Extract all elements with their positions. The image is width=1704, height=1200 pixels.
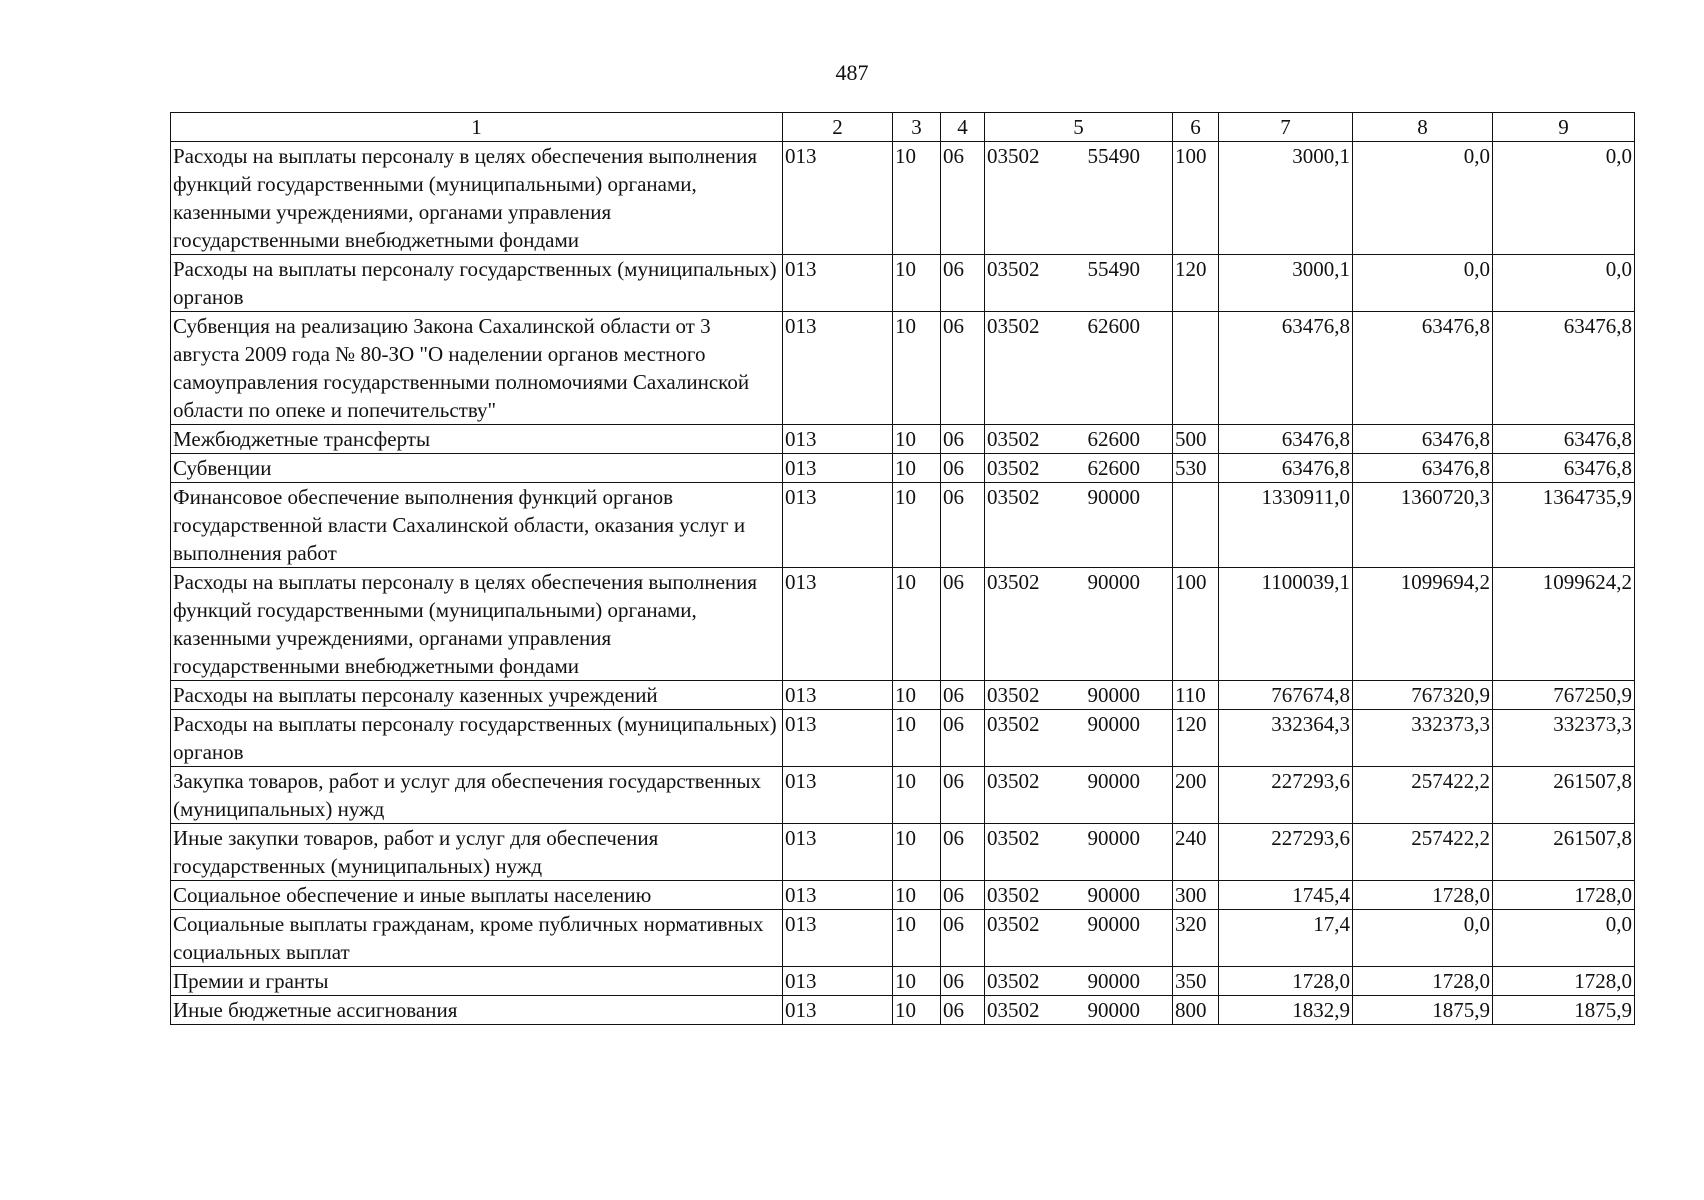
- table-row: [171, 824, 1635, 881]
- row-col-2-cell: 013: [783, 767, 893, 824]
- budget-table: [170, 112, 1635, 1025]
- row-col-5-cell: [985, 312, 1173, 425]
- row-col-6-cell: 200: [1173, 767, 1219, 824]
- row-name-cell: Закупка товаров, работ и услуг для обеспечения государственных (муниципальных) нужд: [171, 767, 783, 824]
- table-row: [171, 255, 1635, 312]
- program-code: 03502: [987, 998, 1040, 1022]
- row-col-2-cell: 013: [783, 568, 893, 681]
- row-col-7-cell: 227293,6: [1219, 767, 1353, 824]
- row-col-8-cell: 0,0: [1353, 910, 1493, 967]
- row-col-5-cell: [985, 454, 1173, 483]
- row-col-3-cell: 10: [893, 910, 941, 967]
- row-name-cell: Расходы на выплаты персоналу в целях обеспечения выполнения функций государственными (муниципальными) органами, казенными учреждениями, органами управления государственными внебюджетными фондами: [171, 142, 783, 255]
- row-col-3-cell: 10: [893, 996, 941, 1025]
- row-col-4-cell: 06: [941, 568, 985, 681]
- row-col-4-cell: 06: [941, 454, 985, 483]
- row-name-cell: Иные закупки товаров, работ и услуг для обеспечения государственных (муниципальных) нужд: [171, 824, 783, 881]
- program-code: 03502: [987, 826, 1040, 850]
- row-col-8-cell: 767320,9: [1353, 681, 1493, 710]
- direction-code: 90000: [1087, 485, 1140, 509]
- row-col-5-cell: [985, 881, 1173, 910]
- row-col-3-cell: 10: [893, 312, 941, 425]
- direction-code: 90000: [1087, 712, 1140, 736]
- table-row: [171, 568, 1635, 681]
- header-col-3: 3: [893, 113, 941, 142]
- direction-code: 90000: [1087, 570, 1140, 594]
- row-col-8-cell: 1360720,3: [1353, 483, 1493, 568]
- header-col-8: 8: [1353, 113, 1493, 142]
- row-col-6-cell: 320: [1173, 910, 1219, 967]
- program-code: 03502: [987, 969, 1040, 993]
- row-col-8-cell: 332373,3: [1353, 710, 1493, 767]
- row-col-4-cell: 06: [941, 967, 985, 996]
- row-col-3-cell: 10: [893, 255, 941, 312]
- row-col-7-cell: 63476,8: [1219, 312, 1353, 425]
- program-code: 03502: [987, 485, 1040, 509]
- row-name-cell: Субвенции: [171, 454, 783, 483]
- row-col-9-cell: 332373,3: [1493, 710, 1635, 767]
- row-col-6-cell: 350: [1173, 967, 1219, 996]
- row-col-9-cell: 0,0: [1493, 142, 1635, 255]
- table-row: [171, 425, 1635, 454]
- program-code: 03502: [987, 683, 1040, 707]
- row-col-5-cell: [985, 568, 1173, 681]
- row-col-8-cell: 1728,0: [1353, 881, 1493, 910]
- header-col-1: 1: [171, 113, 783, 142]
- table-row: [171, 967, 1635, 996]
- program-code: 03502: [987, 456, 1040, 480]
- row-col-9-cell: 0,0: [1493, 910, 1635, 967]
- row-col-5-cell: [985, 767, 1173, 824]
- row-name-cell: Иные бюджетные ассигнования: [171, 996, 783, 1025]
- row-col-3-cell: 10: [893, 767, 941, 824]
- row-col-5-cell: [985, 425, 1173, 454]
- table-row: [171, 681, 1635, 710]
- row-col-8-cell: 1099694,2: [1353, 568, 1493, 681]
- row-col-8-cell: 1728,0: [1353, 967, 1493, 996]
- direction-code: 90000: [1087, 969, 1140, 993]
- row-col-2-cell: 013: [783, 454, 893, 483]
- row-col-6-cell: 120: [1173, 255, 1219, 312]
- row-col-9-cell: 1728,0: [1493, 881, 1635, 910]
- row-col-5-cell: [985, 824, 1173, 881]
- row-col-4-cell: 06: [941, 681, 985, 710]
- row-col-8-cell: 63476,8: [1353, 312, 1493, 425]
- row-col-8-cell: 63476,8: [1353, 454, 1493, 483]
- direction-code: 90000: [1087, 826, 1140, 850]
- row-col-3-cell: 10: [893, 681, 941, 710]
- row-col-4-cell: 06: [941, 312, 985, 425]
- table-row: [171, 881, 1635, 910]
- row-col-7-cell: 63476,8: [1219, 454, 1353, 483]
- direction-code: 90000: [1087, 769, 1140, 793]
- row-col-7-cell: 332364,3: [1219, 710, 1353, 767]
- table-row: [171, 710, 1635, 767]
- row-col-2-cell: 013: [783, 483, 893, 568]
- row-col-4-cell: 06: [941, 142, 985, 255]
- table-row: [171, 996, 1635, 1025]
- header-col-6: 6: [1173, 113, 1219, 142]
- row-col-6-cell: 800: [1173, 996, 1219, 1025]
- row-col-5-cell: [985, 996, 1173, 1025]
- row-col-4-cell: 06: [941, 910, 985, 967]
- row-col-4-cell: 06: [941, 824, 985, 881]
- row-col-2-cell: 013: [783, 425, 893, 454]
- row-col-4-cell: 06: [941, 710, 985, 767]
- row-col-4-cell: 06: [941, 996, 985, 1025]
- row-col-2-cell: 013: [783, 910, 893, 967]
- direction-code: 90000: [1087, 683, 1140, 707]
- header-col-2: 2: [783, 113, 893, 142]
- table-body: [171, 142, 1635, 1025]
- row-col-2-cell: 013: [783, 824, 893, 881]
- row-col-9-cell: 0,0: [1493, 255, 1635, 312]
- row-name-cell: Межбюджетные трансферты: [171, 425, 783, 454]
- row-col-6-cell: [1173, 483, 1219, 568]
- row-col-8-cell: 257422,2: [1353, 767, 1493, 824]
- program-code: 03502: [987, 427, 1040, 451]
- header-col-5: 5: [985, 113, 1173, 142]
- program-code: 03502: [987, 883, 1040, 907]
- row-col-7-cell: 1330911,0: [1219, 483, 1353, 568]
- direction-code: 55490: [1087, 144, 1140, 168]
- row-col-8-cell: 1875,9: [1353, 996, 1493, 1025]
- table-row: [171, 483, 1635, 568]
- row-col-2-cell: 013: [783, 996, 893, 1025]
- row-col-7-cell: 767674,8: [1219, 681, 1353, 710]
- row-col-6-cell: 100: [1173, 142, 1219, 255]
- row-col-2-cell: 013: [783, 967, 893, 996]
- row-col-7-cell: 1745,4: [1219, 881, 1353, 910]
- row-col-2-cell: 013: [783, 710, 893, 767]
- row-col-4-cell: 06: [941, 483, 985, 568]
- row-col-2-cell: 013: [783, 255, 893, 312]
- row-col-7-cell: 227293,6: [1219, 824, 1353, 881]
- header-col-4: 4: [941, 113, 985, 142]
- header-row: [171, 113, 1635, 142]
- row-name-cell: Финансовое обеспечение выполнения функций органов государственной власти Сахалинской области, оказания услуг и выполнения работ: [171, 483, 783, 568]
- row-col-4-cell: 06: [941, 767, 985, 824]
- row-col-9-cell: 1099624,2: [1493, 568, 1635, 681]
- row-col-2-cell: 013: [783, 312, 893, 425]
- direction-code: 62600: [1087, 314, 1140, 338]
- row-col-5-cell: [985, 910, 1173, 967]
- table-row: [171, 454, 1635, 483]
- program-code: 03502: [987, 912, 1040, 936]
- row-col-9-cell: 261507,8: [1493, 767, 1635, 824]
- row-name-cell: Расходы на выплаты персоналу государственных (муниципальных) органов: [171, 710, 783, 767]
- direction-code: 90000: [1087, 998, 1140, 1022]
- row-col-6-cell: 240: [1173, 824, 1219, 881]
- row-col-4-cell: 06: [941, 425, 985, 454]
- row-col-5-cell: [985, 967, 1173, 996]
- header-col-9: 9: [1493, 113, 1635, 142]
- row-col-9-cell: 1364735,9: [1493, 483, 1635, 568]
- header-col-7: 7: [1219, 113, 1353, 142]
- row-col-6-cell: 500: [1173, 425, 1219, 454]
- program-code: 03502: [987, 712, 1040, 736]
- table-row: [171, 910, 1635, 967]
- direction-code: 62600: [1087, 427, 1140, 451]
- row-col-4-cell: 06: [941, 255, 985, 312]
- row-col-3-cell: 10: [893, 142, 941, 255]
- row-col-5-cell: [985, 710, 1173, 767]
- row-col-7-cell: 1832,9: [1219, 996, 1353, 1025]
- row-col-4-cell: 06: [941, 881, 985, 910]
- table-row: [171, 767, 1635, 824]
- row-col-5-cell: [985, 255, 1173, 312]
- row-col-3-cell: 10: [893, 881, 941, 910]
- table-row: [171, 312, 1635, 425]
- row-col-3-cell: 10: [893, 710, 941, 767]
- row-name-cell: Расходы на выплаты персоналу государственных (муниципальных) органов: [171, 255, 783, 312]
- table-row: [171, 142, 1635, 255]
- row-col-6-cell: 100: [1173, 568, 1219, 681]
- row-col-9-cell: 1728,0: [1493, 967, 1635, 996]
- direction-code: 55490: [1087, 257, 1140, 281]
- row-col-9-cell: 1875,9: [1493, 996, 1635, 1025]
- row-col-7-cell: 1728,0: [1219, 967, 1353, 996]
- row-col-7-cell: 17,4: [1219, 910, 1353, 967]
- page-number: 487: [835, 60, 869, 85]
- row-col-3-cell: 10: [893, 425, 941, 454]
- row-col-9-cell: 63476,8: [1493, 425, 1635, 454]
- program-code: 03502: [987, 570, 1040, 594]
- row-col-9-cell: 63476,8: [1493, 312, 1635, 425]
- direction-code: 62600: [1087, 456, 1140, 480]
- row-col-9-cell: 261507,8: [1493, 824, 1635, 881]
- row-col-7-cell: 63476,8: [1219, 425, 1353, 454]
- program-code: 03502: [987, 144, 1040, 168]
- row-col-3-cell: 10: [893, 568, 941, 681]
- row-col-3-cell: 10: [893, 483, 941, 568]
- row-col-5-cell: [985, 483, 1173, 568]
- program-code: 03502: [987, 314, 1040, 338]
- row-col-8-cell: 63476,8: [1353, 425, 1493, 454]
- row-col-6-cell: 110: [1173, 681, 1219, 710]
- row-col-3-cell: 10: [893, 824, 941, 881]
- row-name-cell: Социальные выплаты гражданам, кроме публичных нормативных социальных выплат: [171, 910, 783, 967]
- program-code: 03502: [987, 257, 1040, 281]
- row-col-8-cell: 0,0: [1353, 255, 1493, 312]
- row-name-cell: Расходы на выплаты персоналу в целях обеспечения выполнения функций государственными (муниципальными) органами, казенными учреждениями, органами управления государственными внебюджетными фондами: [171, 568, 783, 681]
- direction-code: 90000: [1087, 912, 1140, 936]
- direction-code: 90000: [1087, 883, 1140, 907]
- program-code: 03502: [987, 769, 1040, 793]
- row-col-7-cell: 3000,1: [1219, 142, 1353, 255]
- row-col-9-cell: 63476,8: [1493, 454, 1635, 483]
- row-col-2-cell: 013: [783, 881, 893, 910]
- row-col-7-cell: 1100039,1: [1219, 568, 1353, 681]
- row-col-2-cell: 013: [783, 681, 893, 710]
- row-col-8-cell: 257422,2: [1353, 824, 1493, 881]
- row-col-3-cell: 10: [893, 454, 941, 483]
- row-col-5-cell: [985, 681, 1173, 710]
- row-col-8-cell: 0,0: [1353, 142, 1493, 255]
- row-name-cell: Расходы на выплаты персоналу казенных учреждений: [171, 681, 783, 710]
- row-col-9-cell: 767250,9: [1493, 681, 1635, 710]
- row-col-5-cell: [985, 142, 1173, 255]
- row-name-cell: Субвенция на реализацию Закона Сахалинской области от 3 августа 2009 года № 80-ЗО "О наделении органов местного самоуправления государственными полномочиями Сахалинской области по опеке и попечительству": [171, 312, 783, 425]
- row-name-cell: Премии и гранты: [171, 967, 783, 996]
- row-name-cell: Социальное обеспечение и иные выплаты населению: [171, 881, 783, 910]
- row-col-6-cell: 120: [1173, 710, 1219, 767]
- row-col-7-cell: 3000,1: [1219, 255, 1353, 312]
- row-col-3-cell: 10: [893, 967, 941, 996]
- row-col-6-cell: [1173, 312, 1219, 425]
- row-col-6-cell: 530: [1173, 454, 1219, 483]
- row-col-6-cell: 300: [1173, 881, 1219, 910]
- row-col-2-cell: 013: [783, 142, 893, 255]
